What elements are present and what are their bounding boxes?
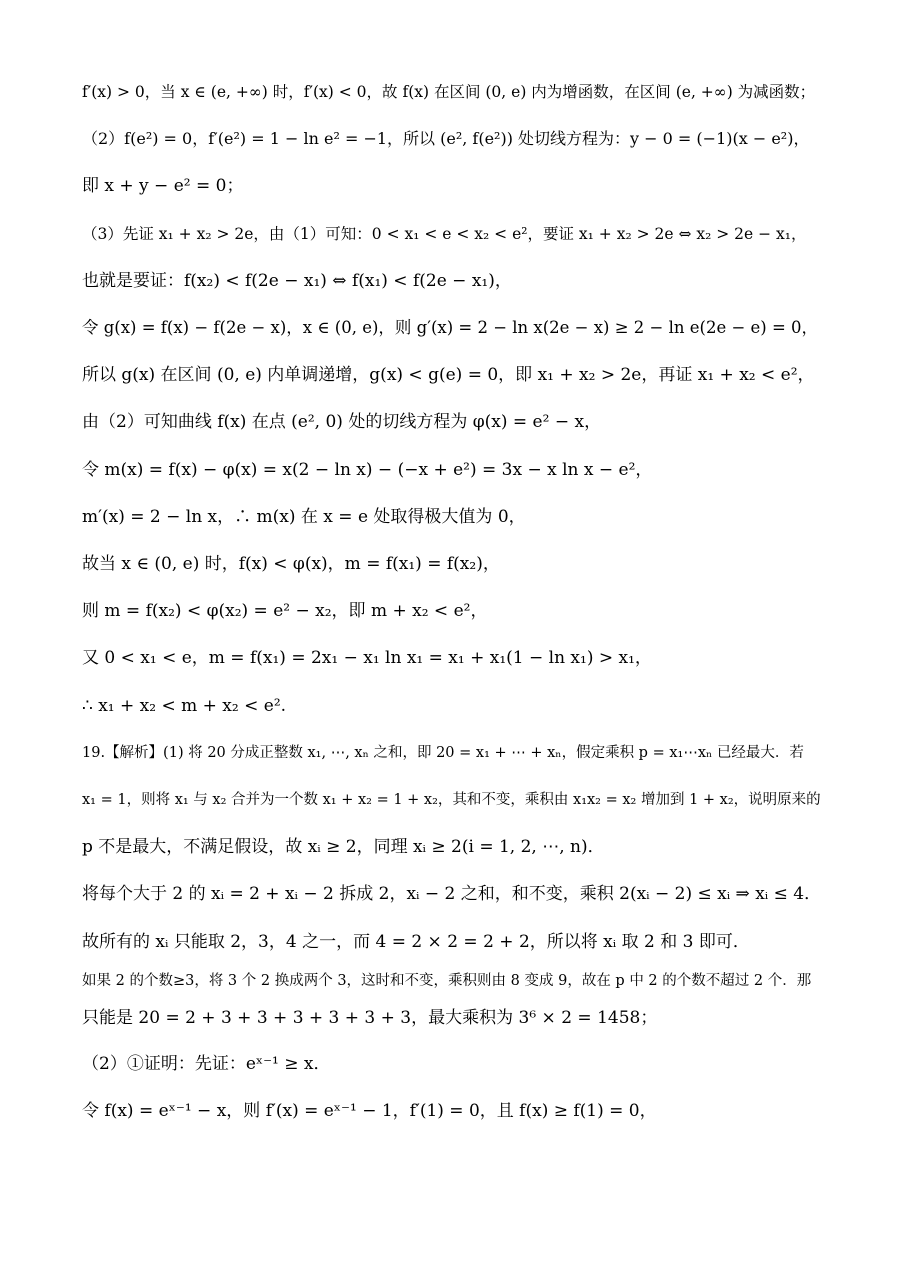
text-line: （2）f(e²) = 0，f′(e²) = 1 − ln e² = −1，所以 (e², f(e²)) 处切线方程为：y − 0 = (−1)(x − e²)， [82, 129, 810, 148]
text-line: 又 0 < x₁ < e，m = f(x₁) = 2x₁ − x₁ ln x₁ = x₁ + x₁(1 − ln x₁) > x₁， [82, 648, 652, 668]
text-line: 19.【解析】(1) 将 20 分成正整数 x₁, ⋯, xₙ 之和，即 20 = x₁ + ⋯ + xₙ，假定乘积 p = x₁⋯xₙ 已经最大．若 [82, 745, 804, 761]
text-line: （2）①证明：先证：eˣ⁻¹ ≥ x． [82, 1054, 331, 1074]
text-line: 只能是 20 = 2 + 3 + 3 + 3 + 3 + 3 + 3，最大乘积为 3⁶ × 2 = 1458； [82, 1008, 658, 1028]
text-line: 也就是要证：f(x₂) < f(2e − x₁) ⇔ f(x₁) < f(2e − x₁)， [82, 271, 512, 291]
text-line: 即 x + y − e² = 0； [82, 176, 244, 196]
text-line: 故当 x ∈ (0, e) 时，f(x) < φ(x)，m = f(x₁) = f(x₂)， [82, 554, 500, 574]
text-line: 令 f(x) = eˣ⁻¹ − x，则 f′(x) = eˣ⁻¹ − 1，f′(1) = 0，且 f(x) ≥ f(1) = 0， [82, 1101, 657, 1121]
text-line: f′(x) > 0，当 x ∈ (e, +∞) 时，f′(x) < 0，故 f(x) 在区间 (0, e) 内为增函数，在区间 (e, +∞) 为减函数； [82, 83, 816, 101]
text-line: 如果 2 的个数≥3，将 3 个 2 换成两个 3，这时和不变，乘积则由 8 变成 9，故在 p 中 2 的个数不超过 2 个．那 [82, 973, 812, 989]
text-line: 由（2）可知曲线 f(x) 在点 (e², 0) 处的切线方程为 φ(x) = e² − x， [82, 412, 602, 432]
text-line: x₁ = 1，则将 x₁ 与 x₂ 合并为一个数 x₁ + x₂ = 1 + x₂，其和不变，乘积由 x₁x₂ = x₂ 增加到 1 + x₂，说明原来的 [82, 792, 821, 808]
text-line: 令 g(x) = f(x) − f(2e − x)，x ∈ (0, e)，则 g′(x) = 2 − ln x(2e − x) ≥ 2 − ln e(2e − e) = 0， [82, 318, 819, 337]
text-line: p 不是最大，不满足假设，故 xᵢ ≥ 2，同理 xᵢ ≥ 2(i = 1, 2, ⋯, n)． [82, 837, 605, 857]
text-line: 将每个大于 2 的 xᵢ = 2 + xᵢ − 2 拆成 2，xᵢ − 2 之和，和不变，乘积 2(xᵢ − 2) ≤ xᵢ ⇒ xᵢ ≤ 4． [82, 884, 822, 904]
text-line: 则 m = f(x₂) < φ(x₂) = e² − x₂，即 m + x₂ < e²， [82, 601, 488, 621]
text-line: 令 m(x) = f(x) − φ(x) = x(2 − ln x) − (−x + e²) = 3x − x ln x − e²， [82, 460, 653, 480]
text-line: ∴ x₁ + x₂ < m + x₂ < e². [82, 696, 287, 716]
text-line: （3）先证 x₁ + x₂ > 2e，由（1）可知：0 < x₁ < e < x₂ < e²，要证 x₁ + x₂ > 2e ⇔ x₂ > 2e − x₁， [82, 225, 807, 243]
text-line: 所以 g(x) 在区间 (0, e) 内单调递增，g(x) < g(e) = 0，即 x₁ + x₂ > 2e，再证 x₁ + x₂ < e²， [82, 365, 815, 385]
text-line: m′(x) = 2 − ln x，∴ m(x) 在 x = e 处取得极大值为 0， [82, 507, 526, 527]
text-line: 故所有的 xᵢ 只能取 2，3，4 之一，而 4 = 2 × 2 = 2 + 2，所以将 xᵢ 取 2 和 3 即可． [82, 932, 750, 952]
